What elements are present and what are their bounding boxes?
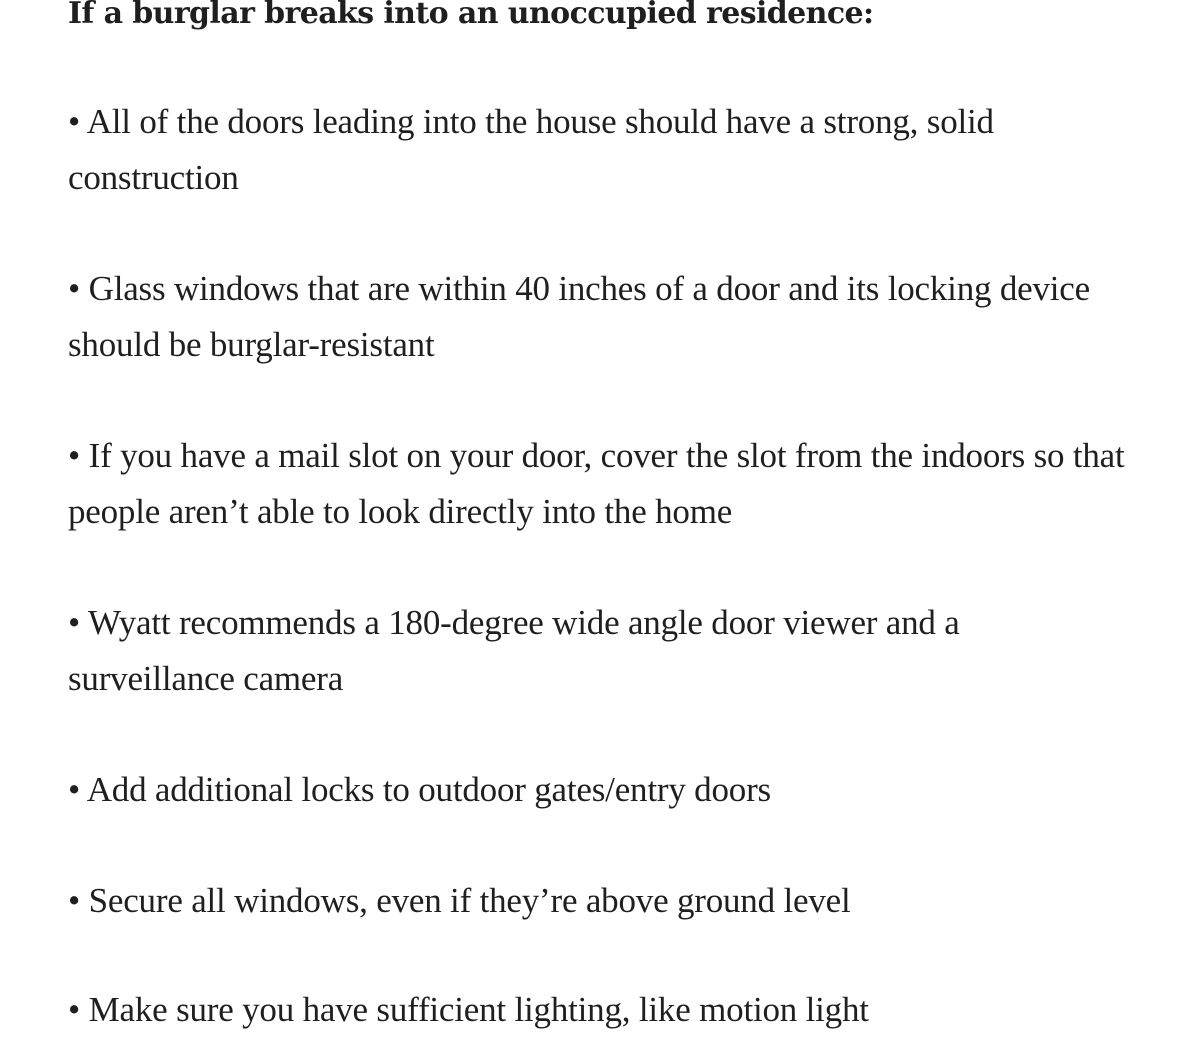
bullet-glyph: •	[68, 770, 81, 809]
list-item-text: Make sure you have sufficient lighting, like motion light	[88, 990, 869, 1029]
bullet-glyph: •	[68, 269, 81, 308]
bullet-glyph: •	[68, 881, 81, 920]
list-item-text: If you have a mail slot on your door, cover the slot from the indoors so that people aren’t able to look directly into the home	[68, 436, 1125, 531]
list-item-text: Glass windows that are within 40 inches of a door and its locking device should be burglar-resistant	[68, 269, 1090, 364]
list-item	[68, 94, 1108, 206]
bullet-glyph: •	[68, 603, 81, 642]
list-item	[68, 873, 850, 929]
list-item-text: All of the doors leading into the house should have a strong, solid construction	[68, 102, 994, 197]
article-body	[68, 0, 1200, 1029]
list-item	[68, 595, 1068, 707]
list-item	[68, 982, 869, 1038]
bullet-glyph: •	[68, 990, 81, 1029]
list-item	[68, 261, 1178, 373]
list-item	[68, 762, 771, 818]
list-item	[68, 428, 1200, 540]
bullet-glyph: •	[68, 436, 81, 475]
list-item-text: Add additional locks to outdoor gates/entry doors	[86, 770, 771, 809]
list-item-text: Wyatt recommends a 180-degree wide angle door viewer and a surveillance camera	[68, 603, 960, 698]
list-item-text: Secure all windows, even if they’re above ground level	[88, 881, 851, 920]
section-heading: If a burglar breaks into an unoccupied residence:	[68, 0, 874, 31]
bullet-glyph: •	[68, 102, 81, 141]
